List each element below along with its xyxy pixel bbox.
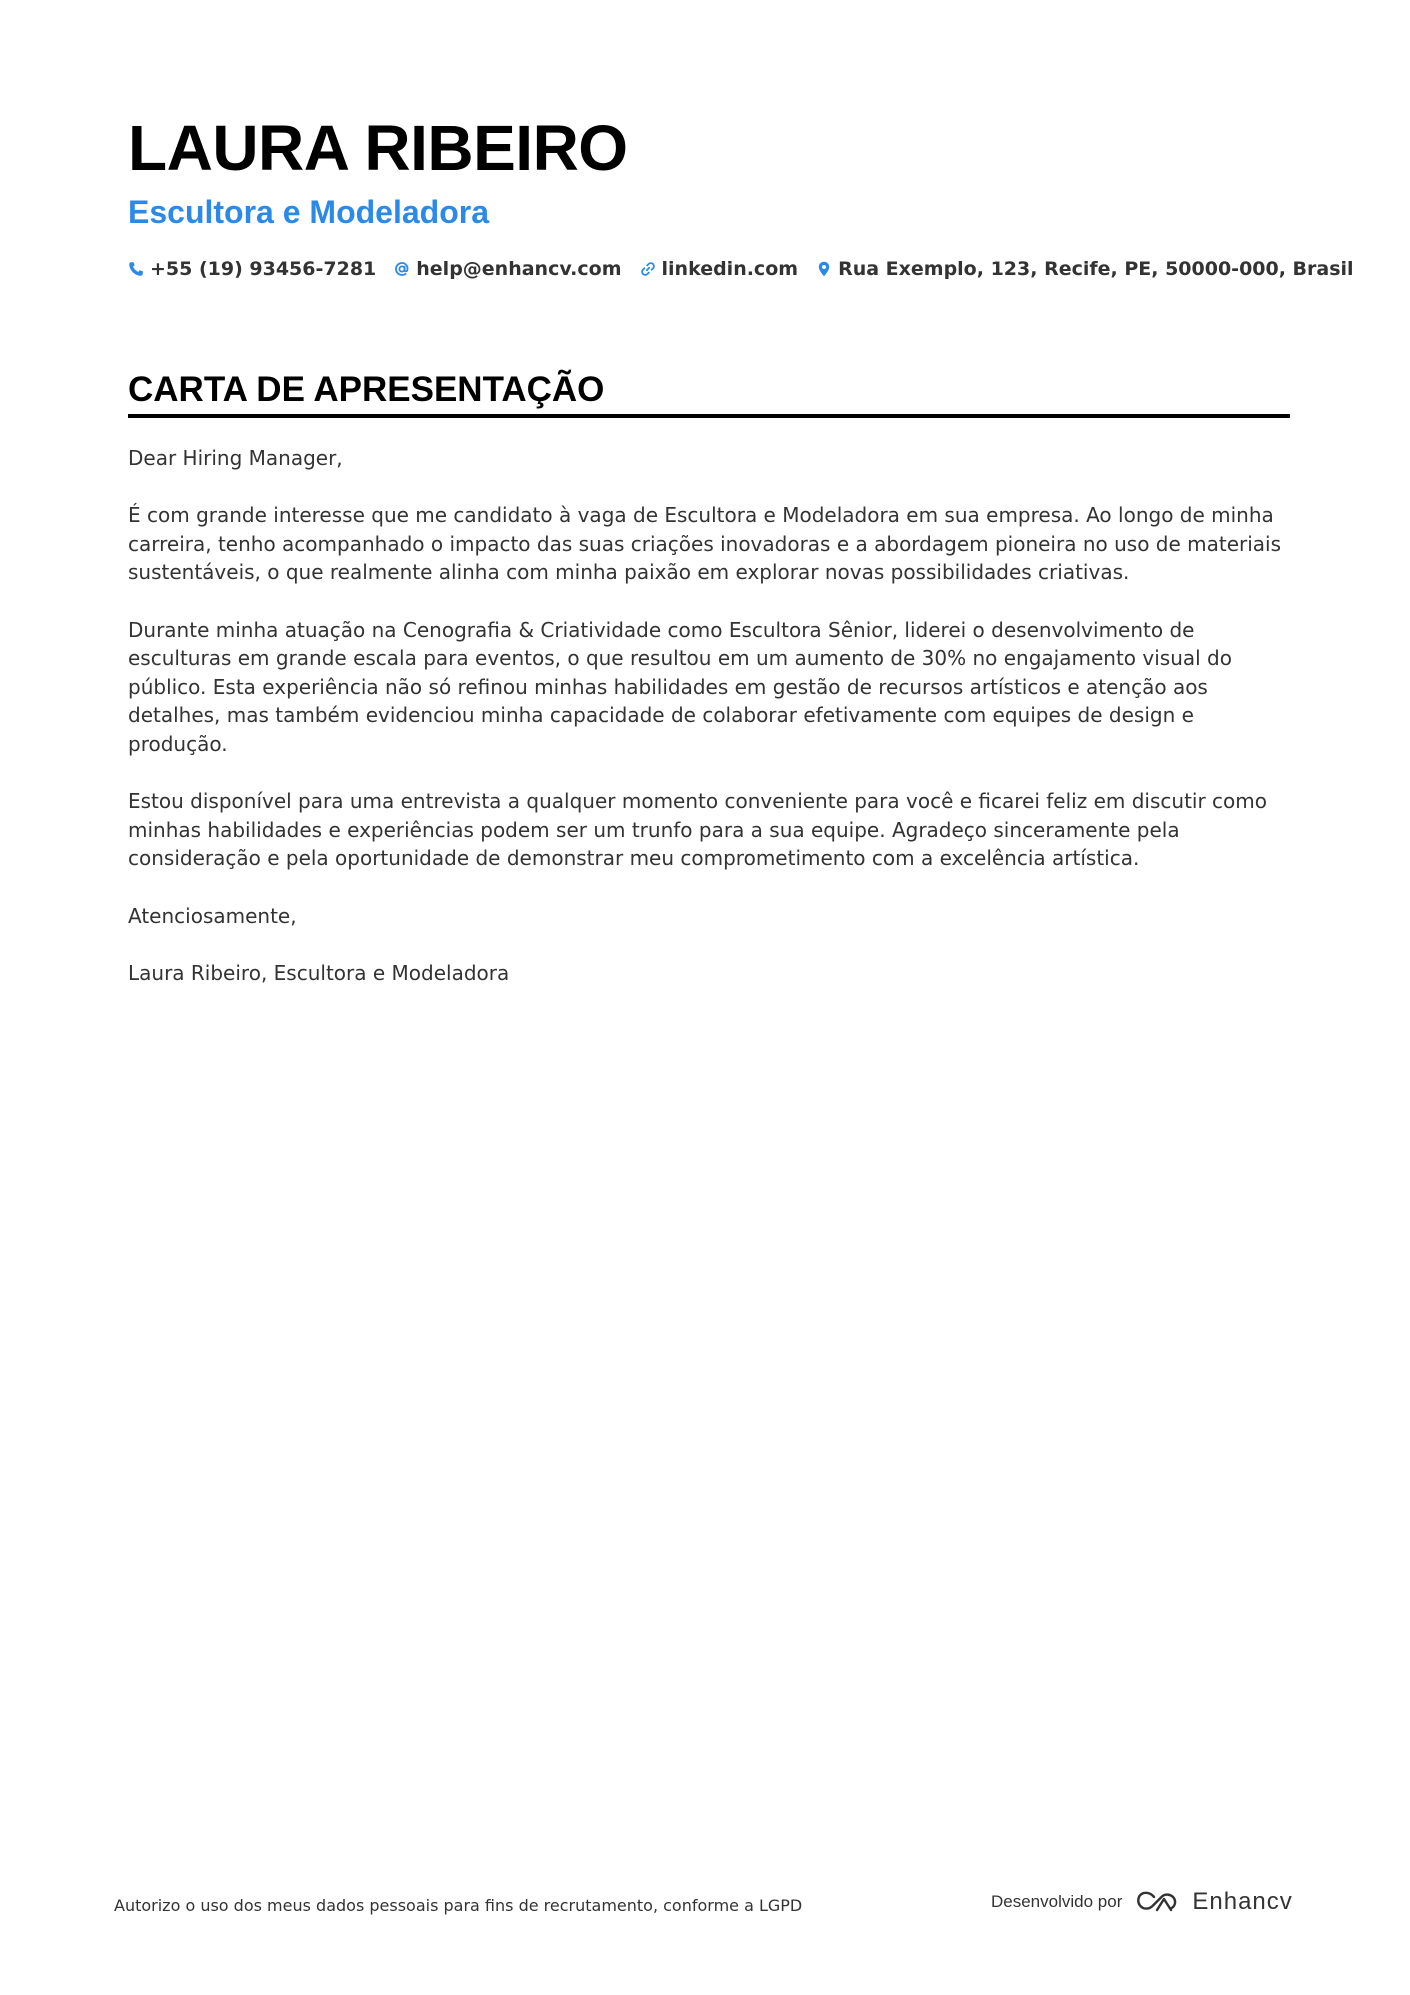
contact-phone	[128, 258, 376, 280]
letter-paragraph: É com grande interesse que me candidato à vaga de Escultora e Modeladora em sua empresa. Ao longo de minha carreira, tenho acompanhado o impacto das suas criações inovadoras e a abordagem pioneira no uso de materiais sustentáveis, o que realmente alinha com minha paixão em explorar novas possibilidades criativas.	[128, 503, 1282, 585]
candidate-title: Escultora e Modeladora	[128, 194, 489, 230]
candidate-name: LAURA RIBEIRO	[128, 112, 628, 184]
letter-body	[128, 444, 1290, 987]
cover-letter-section	[128, 368, 1290, 1016]
location-pin-icon	[816, 261, 832, 277]
link-icon	[640, 261, 656, 277]
footer-branding[interactable]	[991, 1888, 1293, 1916]
brand-name: Enhancv	[1192, 1888, 1293, 1915]
powered-by-label: Desenvolvido por	[991, 1892, 1123, 1911]
contact-bar	[128, 258, 1354, 280]
contact-email[interactable]	[394, 258, 621, 280]
letter-closing: Atenciosamente,	[128, 903, 297, 928]
letter-paragraph: Estou disponível para uma entrevista a qualquer momento conveniente para você e ficarei feliz em discutir como minhas habilidades e experiências podem ser um trunfo para a sua equipe. Agradeço sinceramente pela consideração e pela oportunidade de demonstrar meu comprometimento com a excelência artística.	[128, 789, 1267, 871]
section-title: CARTA DE APRESENTAÇÃO	[128, 370, 605, 409]
contact-linkedin-text[interactable]: linkedin.com	[661, 258, 799, 280]
contact-phone-text: +55 (19) 93456-7281	[150, 258, 377, 280]
contact-address-text: Rua Exemplo, 123, Recife, PE, 50000-000, Brasil	[838, 258, 1354, 280]
letter-greeting: Dear Hiring Manager,	[128, 446, 343, 470]
section-divider	[128, 414, 1290, 418]
letter-signature: Laura Ribeiro, Escultora e Modeladora	[128, 960, 510, 985]
footer-consent: Autorizo o uso dos meus dados pessoais para fins de recrutamento, conforme a LGPD	[114, 1896, 803, 1915]
at-icon	[394, 261, 410, 277]
contact-linkedin[interactable]	[640, 258, 799, 280]
letter-paragraph: Durante minha atuação na Cenografia & Criatividade como Escultora Sênior, liderei o desenvolvimento de esculturas em grande escala para eventos, o que resultou em um aumento de 30% no engajamento visual do público. Esta experiência não só refinou minhas habilidades em gestão de recursos artísticos e atenção aos detalhes, mas também evidenciou minha capacidade de colaborar efetivamente com equipes de design e produção.	[128, 617, 1232, 756]
contact-address	[816, 258, 1354, 280]
enhancv-logo-icon	[1134, 1889, 1180, 1915]
header	[128, 108, 1354, 280]
phone-icon	[128, 261, 144, 277]
contact-email-text[interactable]: help@enhancv.com	[416, 258, 622, 280]
